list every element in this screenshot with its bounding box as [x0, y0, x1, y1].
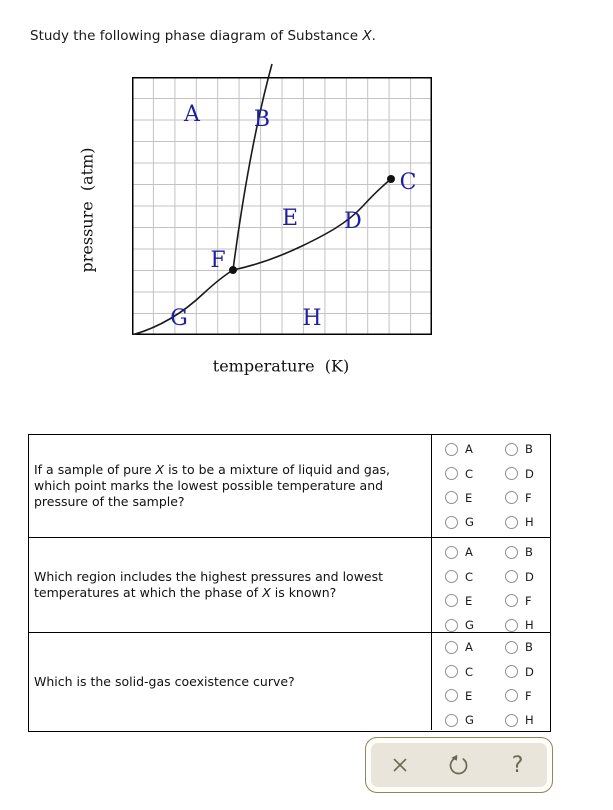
radio-icon[interactable]	[445, 641, 458, 654]
q3-option-g[interactable]: G	[445, 713, 505, 727]
x-icon	[391, 756, 409, 774]
q3-option-b[interactable]: B	[505, 640, 550, 654]
question-text-3: Which is the solid-gas coexistence curve?	[29, 633, 432, 730]
radio-icon[interactable]	[505, 516, 518, 529]
title-period: .	[371, 28, 376, 44]
radio-icon[interactable]	[445, 619, 458, 632]
q1-option-e[interactable]: E	[445, 491, 505, 505]
diagram-label-d: D	[344, 209, 362, 234]
title-text: Study the following phase diagram of Substance	[30, 28, 363, 44]
diagram-label-b: B	[253, 107, 271, 132]
y-axis-label: pressure (atm)	[77, 147, 97, 273]
diagram-label-a: A	[184, 102, 200, 127]
radio-icon[interactable]	[445, 443, 458, 456]
radio-icon[interactable]	[505, 714, 518, 727]
q2-option-h[interactable]: H	[505, 618, 550, 632]
toolbar-panel	[371, 743, 547, 787]
page-title	[30, 28, 376, 45]
answer-options-3	[432, 633, 550, 730]
clear-button[interactable]	[383, 748, 417, 782]
radio-icon[interactable]	[445, 689, 458, 702]
q3-option-e[interactable]: E	[445, 689, 505, 703]
radio-icon[interactable]	[505, 665, 518, 678]
question-text-1: If a sample of pure X is to be a mixture of liquid and gas, which point marks the lowest possible temperature and pressure of the sample?	[29, 435, 432, 537]
q2-option-d[interactable]: D	[505, 570, 550, 584]
triple-point-dot	[229, 266, 237, 274]
q1-option-f[interactable]: F	[505, 491, 550, 505]
radio-icon[interactable]	[505, 467, 518, 480]
radio-icon[interactable]	[445, 714, 458, 727]
q2-option-f[interactable]: F	[505, 594, 550, 608]
radio-icon[interactable]	[505, 619, 518, 632]
diagram-label-g: G	[170, 306, 188, 331]
q1-option-h[interactable]: H	[505, 515, 550, 529]
q1-option-a[interactable]: A	[445, 442, 505, 456]
question-row-2	[29, 538, 550, 633]
undo-button[interactable]	[442, 748, 476, 782]
critical-point-dot	[387, 175, 395, 183]
questions-table	[28, 434, 551, 732]
x-axis-label: temperature (K)	[212, 356, 350, 376]
q2-option-g[interactable]: G	[445, 618, 505, 632]
q2-option-c[interactable]: C	[445, 570, 505, 584]
answer-options-1	[432, 435, 550, 537]
q1-option-d[interactable]: D	[505, 467, 550, 481]
radio-icon[interactable]	[445, 665, 458, 678]
title-substance: X	[362, 28, 372, 44]
radio-icon[interactable]	[505, 689, 518, 702]
radio-icon[interactable]	[445, 570, 458, 583]
q3-option-d[interactable]: D	[505, 665, 550, 679]
q2-option-a[interactable]: A	[445, 545, 505, 559]
radio-icon[interactable]	[445, 546, 458, 559]
question-row-1	[29, 435, 550, 538]
radio-icon[interactable]	[505, 594, 518, 607]
q1-option-b[interactable]: B	[505, 442, 550, 456]
q1-option-g[interactable]: G	[445, 515, 505, 529]
q2-option-e[interactable]: E	[445, 594, 505, 608]
diagram-label-e: E	[281, 206, 299, 231]
question-text-2: Which region includes the highest pressures and lowest temperatures at which the phase of X is known?	[29, 538, 432, 632]
q1-option-c[interactable]: C	[445, 467, 505, 481]
q3-option-f[interactable]: F	[505, 689, 550, 703]
diagram-label-f: F	[210, 248, 226, 273]
answer-options-2	[432, 538, 550, 632]
radio-icon[interactable]	[505, 570, 518, 583]
radio-icon[interactable]	[445, 594, 458, 607]
q2-option-b[interactable]: B	[505, 545, 550, 559]
radio-icon[interactable]	[505, 443, 518, 456]
q3-option-c[interactable]: C	[445, 665, 505, 679]
undo-arrow-icon	[447, 754, 470, 777]
question-mark-icon: ?	[511, 752, 524, 778]
radio-icon[interactable]	[445, 516, 458, 529]
diagram-label-h: H	[302, 306, 322, 331]
toolbar	[365, 737, 553, 793]
radio-icon[interactable]	[505, 641, 518, 654]
q3-option-a[interactable]: A	[445, 640, 505, 654]
radio-icon[interactable]	[445, 467, 458, 480]
radio-icon[interactable]	[505, 491, 518, 504]
radio-icon[interactable]	[445, 491, 458, 504]
diagram-label-c: C	[399, 170, 417, 195]
help-button[interactable]	[501, 748, 535, 782]
q3-option-h[interactable]: H	[505, 713, 550, 727]
radio-icon[interactable]	[505, 546, 518, 559]
phase-diagram	[132, 62, 432, 335]
question-row-3	[29, 633, 550, 730]
